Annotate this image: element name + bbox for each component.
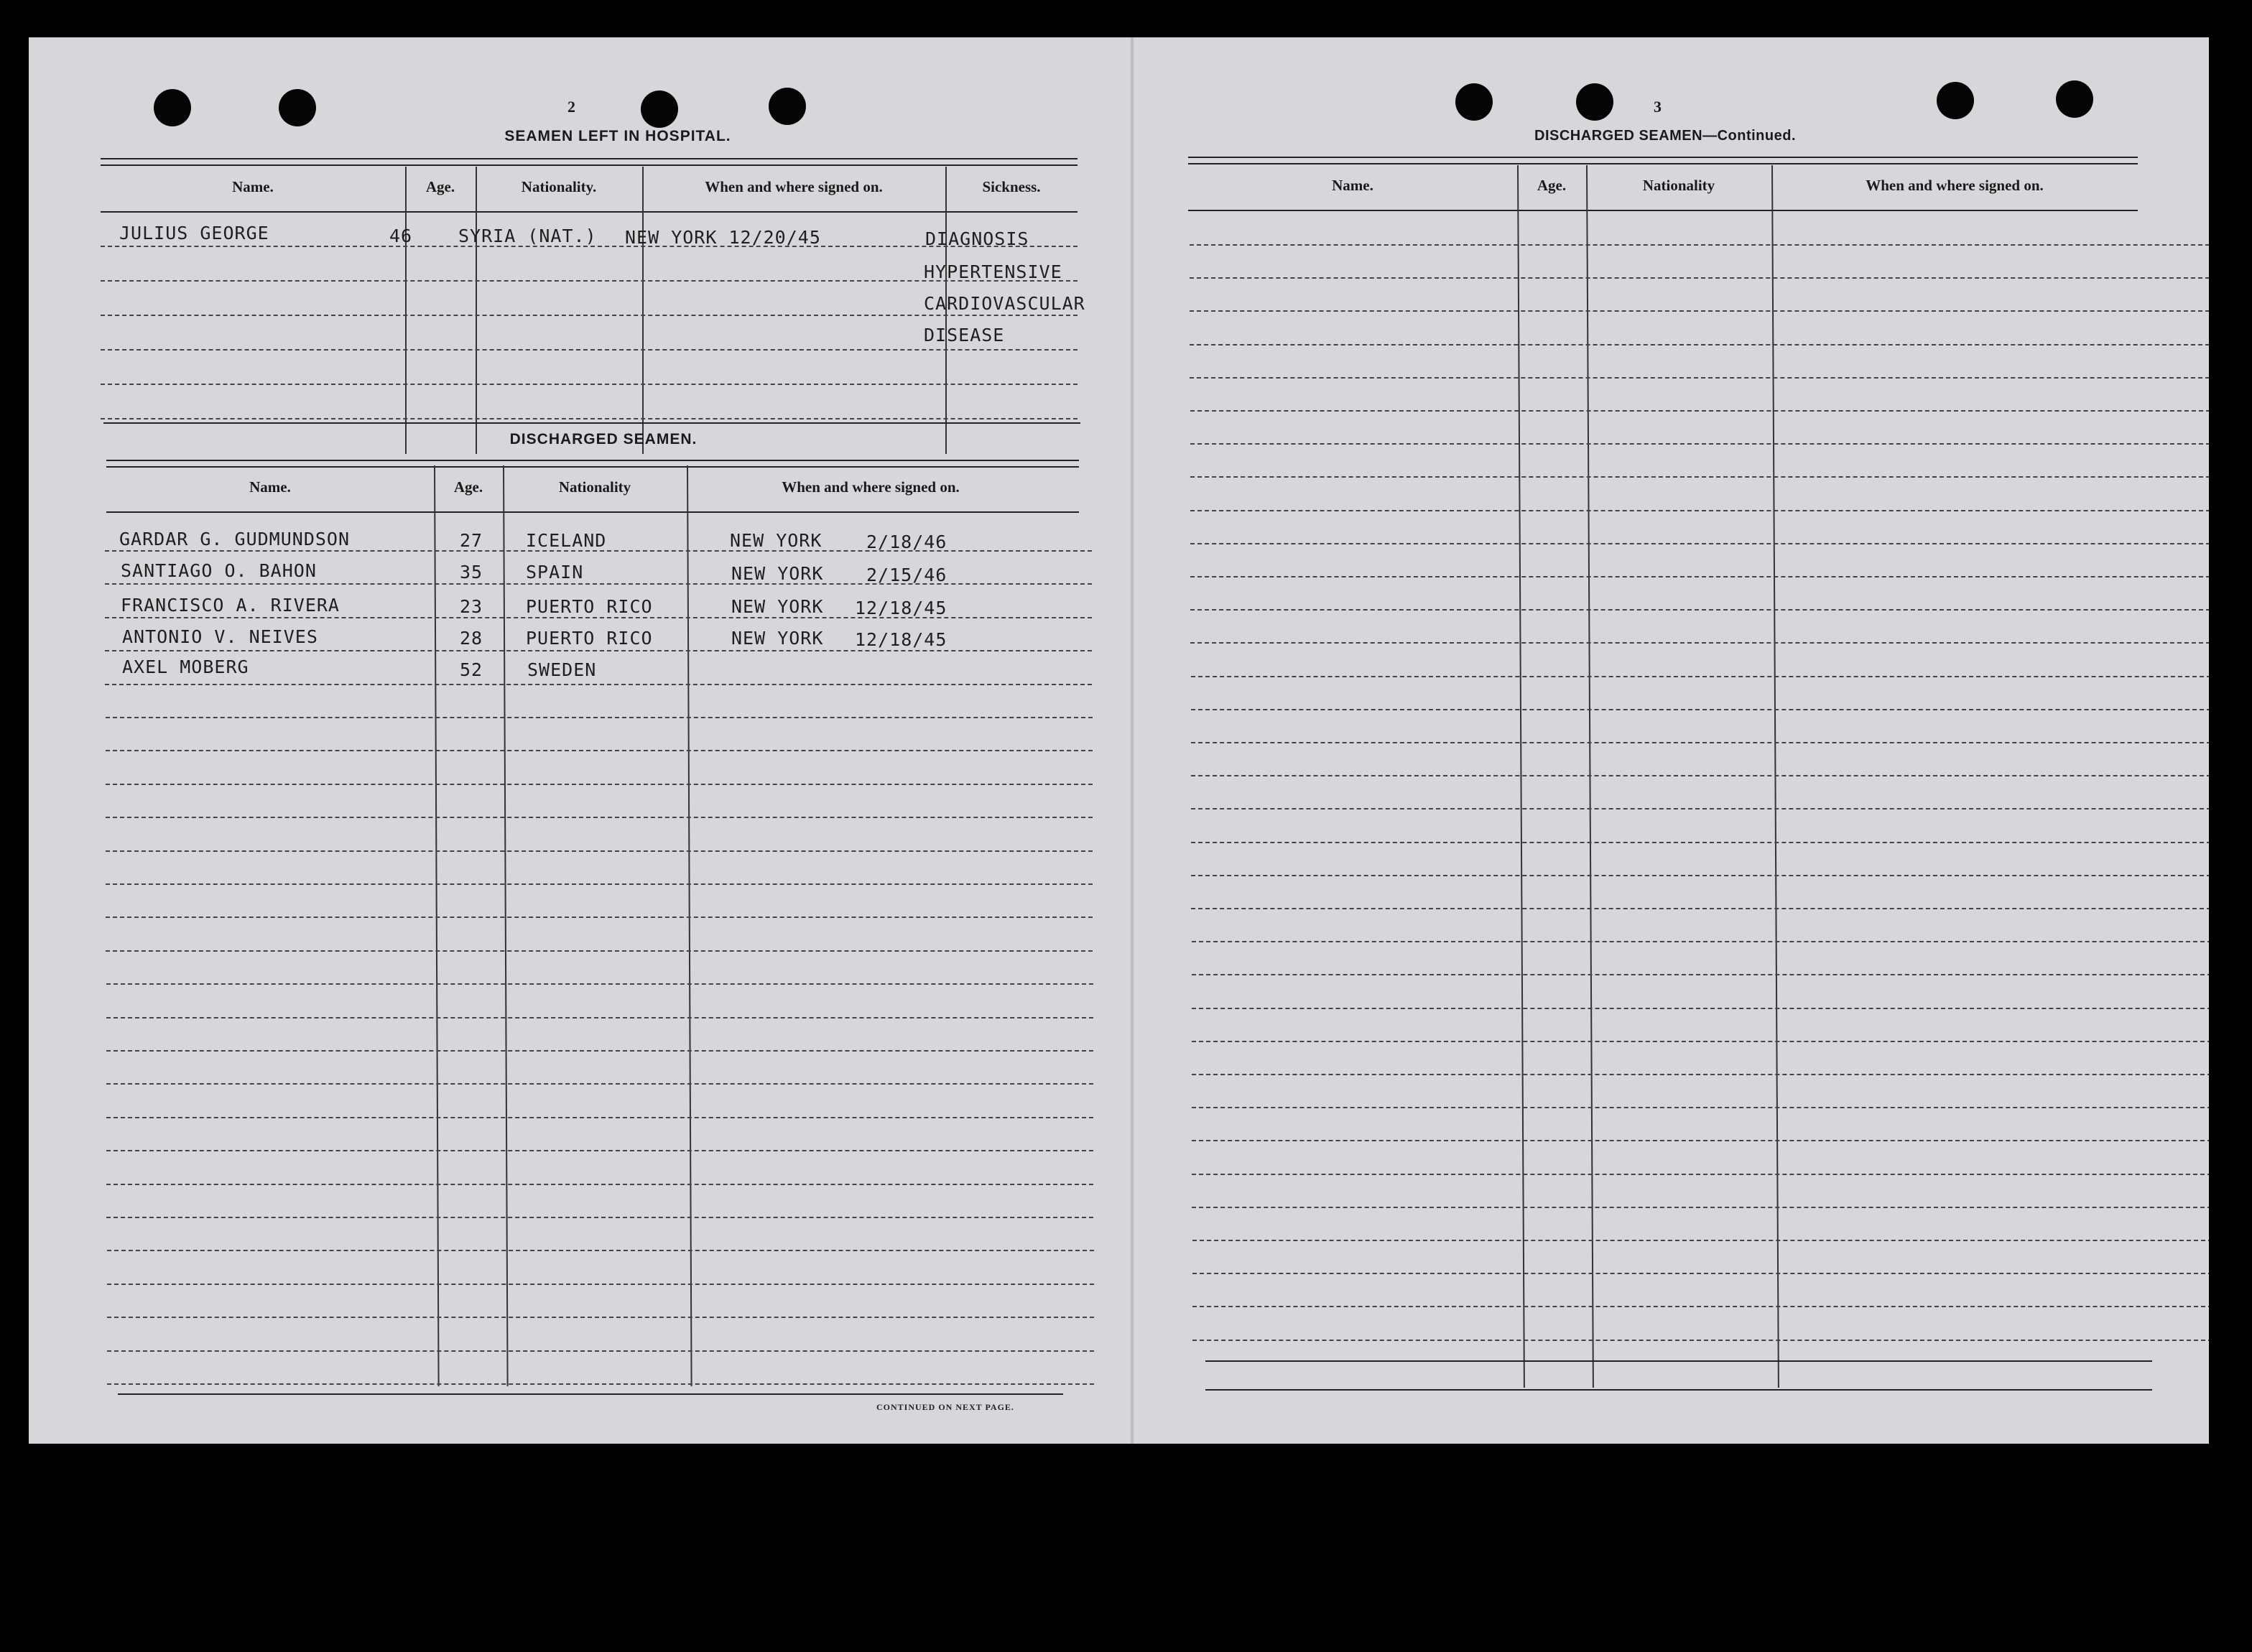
col-header-sickness: Sickness. bbox=[982, 178, 1041, 195]
ruled-line bbox=[106, 1150, 1093, 1151]
col-header-nationality: Nationality bbox=[558, 478, 631, 496]
ruled-line bbox=[106, 784, 1093, 785]
ruled-line bbox=[1191, 775, 2209, 776]
col-header-age: Age. bbox=[1537, 177, 1567, 194]
column-divider bbox=[434, 465, 440, 1386]
ruled-line bbox=[1190, 310, 2209, 312]
ruled-line bbox=[107, 1250, 1094, 1251]
col-header-age: Age. bbox=[425, 178, 455, 195]
ruled-line bbox=[106, 1184, 1093, 1185]
discharged-date: 12/18/45 bbox=[855, 629, 947, 650]
continued-footer: CONTINUED ON NEXT PAGE. bbox=[876, 1402, 1014, 1412]
ruled-line bbox=[1192, 941, 2209, 942]
ruled-line bbox=[1192, 974, 2209, 975]
ruled-line bbox=[106, 1050, 1093, 1052]
header-underline bbox=[1188, 210, 2138, 211]
punch-hole bbox=[641, 91, 678, 128]
column-divider bbox=[642, 167, 644, 454]
ruled-line bbox=[1192, 1273, 2209, 1274]
discharged-place: NEW YORK bbox=[731, 628, 824, 649]
hospital-sickness-line: HYPERTENSIVE bbox=[924, 261, 1062, 282]
col-header-signed-on: When and where signed on. bbox=[1866, 177, 2044, 194]
punch-hole bbox=[2056, 80, 2093, 118]
discharged-name: GARDAR G. GUDMUNDSON bbox=[119, 529, 351, 549]
discharged-age: 28 bbox=[460, 628, 483, 649]
ruled-line bbox=[1192, 1041, 2209, 1042]
ruled-line bbox=[1190, 543, 2209, 544]
col-header-name: Name. bbox=[249, 478, 291, 496]
ruled-line bbox=[106, 983, 1093, 985]
right-page bbox=[1134, 37, 2209, 1444]
column-divider bbox=[476, 167, 477, 454]
ruled-line bbox=[106, 917, 1093, 918]
discharged-nationality: SWEDEN bbox=[527, 659, 597, 680]
ruled-line bbox=[1192, 1107, 2209, 1108]
discharged-name: FRANCISCO A. RIVERA bbox=[121, 595, 340, 616]
discharged-name: AXEL MOBERG bbox=[122, 656, 249, 677]
ruled-line bbox=[1192, 1306, 2209, 1307]
ruled-line bbox=[107, 1284, 1094, 1285]
col-header-signed-on: When and where signed on. bbox=[782, 478, 960, 496]
ruled-line bbox=[106, 717, 1093, 718]
ruled-line bbox=[1191, 908, 2209, 909]
ruled-line bbox=[106, 1117, 1093, 1118]
ruled-line bbox=[1192, 1074, 2209, 1075]
ruled-line bbox=[1191, 808, 2209, 809]
ruled-line bbox=[107, 1383, 1094, 1385]
col-header-name: Name. bbox=[1332, 177, 1373, 194]
column-divider bbox=[687, 465, 692, 1386]
page-number: 2 bbox=[567, 98, 575, 116]
column-divider bbox=[503, 465, 509, 1386]
ruled-line bbox=[1192, 1008, 2209, 1009]
ruled-line bbox=[1190, 510, 2209, 511]
ruled-line bbox=[1190, 443, 2209, 445]
ruled-line bbox=[106, 750, 1093, 751]
ruled-line bbox=[1192, 1140, 2209, 1141]
ruled-line bbox=[106, 850, 1093, 852]
ruled-line bbox=[105, 650, 1092, 651]
bottom-rule bbox=[1205, 1389, 2152, 1391]
discharged-date: 2/15/46 bbox=[866, 565, 947, 585]
hospital-sickness-line: CARDIOVASCULAR bbox=[924, 293, 1085, 314]
ruled-line bbox=[1191, 875, 2209, 876]
ruled-line bbox=[1192, 1174, 2209, 1175]
ruled-line bbox=[1190, 410, 2209, 412]
ruled-line bbox=[101, 418, 1078, 419]
discharged-place: NEW YORK bbox=[731, 563, 824, 584]
ruled-line bbox=[1190, 377, 2209, 379]
ruled-line bbox=[101, 384, 1078, 385]
discharged-age: 52 bbox=[460, 659, 483, 680]
ruled-line bbox=[106, 817, 1093, 818]
discharged-date: 12/18/45 bbox=[855, 598, 947, 618]
discharged-nationality: PUERTO RICO bbox=[526, 628, 653, 649]
punch-hole bbox=[769, 88, 806, 125]
ruled-line bbox=[106, 1083, 1093, 1085]
header-rule bbox=[101, 158, 1078, 166]
discharged-place: NEW YORK bbox=[731, 596, 824, 617]
ruled-line bbox=[1190, 642, 2209, 644]
column-divider bbox=[405, 167, 407, 454]
ruled-line bbox=[1190, 476, 2209, 478]
discharged-age: 27 bbox=[460, 530, 483, 551]
punch-hole bbox=[154, 89, 191, 126]
col-header-age: Age. bbox=[453, 478, 483, 496]
left-page bbox=[29, 37, 1134, 1444]
ruled-line bbox=[1190, 277, 2209, 279]
discharged-date: 2/18/46 bbox=[866, 532, 947, 552]
ruled-line bbox=[1190, 609, 2209, 611]
page-number: 3 bbox=[1654, 98, 1662, 116]
ruled-line bbox=[107, 1350, 1094, 1352]
ruled-line bbox=[1192, 1340, 2209, 1341]
ruled-line bbox=[105, 684, 1092, 685]
ruled-line bbox=[101, 315, 1078, 316]
ruled-line bbox=[1190, 576, 2209, 577]
hospital-sickness-line: DIAGNOSIS bbox=[925, 228, 1029, 249]
discharged-section-title: DISCHARGED SEAMEN. bbox=[509, 431, 698, 447]
hospital-signed-on: NEW YORK 12/20/45 bbox=[625, 227, 821, 248]
hospital-name: JULIUS GEORGE bbox=[119, 223, 269, 243]
discharged-continued-title: DISCHARGED SEAMEN—Continued. bbox=[1534, 128, 1796, 144]
punch-hole bbox=[279, 89, 316, 126]
bottom-rule bbox=[1205, 1360, 2152, 1362]
header-rule bbox=[1188, 157, 2138, 164]
hospital-sickness-line: DISEASE bbox=[924, 325, 1005, 345]
punch-hole bbox=[1937, 82, 1974, 119]
ruled-line bbox=[107, 1317, 1094, 1318]
ruled-line bbox=[1190, 344, 2209, 345]
header-rule bbox=[106, 460, 1079, 468]
header-underline bbox=[101, 211, 1078, 213]
ruled-line bbox=[106, 1217, 1093, 1218]
ruled-line bbox=[1191, 676, 2209, 677]
header-underline bbox=[106, 511, 1079, 513]
discharged-age: 35 bbox=[460, 562, 483, 583]
discharged-nationality: SPAIN bbox=[526, 562, 584, 583]
hospital-age: 46 bbox=[389, 226, 413, 246]
ruled-line bbox=[1192, 1207, 2209, 1208]
discharged-nationality: ICELAND bbox=[526, 530, 607, 551]
punch-hole bbox=[1455, 83, 1493, 121]
ruled-line bbox=[1191, 709, 2209, 710]
ruled-line bbox=[1192, 1240, 2209, 1241]
punch-hole bbox=[1576, 83, 1613, 121]
col-header-signed-on: When and where signed on. bbox=[705, 178, 883, 195]
hospital-nationality: SYRIA (NAT.) bbox=[458, 226, 597, 246]
col-header-nationality: Nationality. bbox=[521, 178, 597, 195]
discharged-name: SANTIAGO O. BAHON bbox=[121, 560, 317, 581]
discharged-age: 23 bbox=[460, 596, 483, 617]
ruled-line bbox=[1190, 244, 2209, 246]
discharged-name: ANTONIO V. NEIVES bbox=[122, 626, 318, 647]
ruled-line bbox=[101, 349, 1078, 351]
section-rule bbox=[103, 422, 1080, 424]
bottom-rule bbox=[118, 1393, 1063, 1395]
discharged-nationality: PUERTO RICO bbox=[526, 596, 653, 617]
ruled-line bbox=[106, 1017, 1093, 1018]
ruled-line bbox=[1191, 842, 2209, 843]
hospital-section-title: SEAMEN LEFT IN HOSPITAL. bbox=[504, 128, 731, 144]
ruled-line bbox=[106, 950, 1093, 952]
ruled-line bbox=[106, 883, 1093, 885]
col-header-name: Name. bbox=[232, 178, 274, 195]
discharged-place: NEW YORK bbox=[730, 530, 823, 551]
ruled-line bbox=[1191, 742, 2209, 743]
col-header-nationality: Nationality bbox=[1642, 177, 1715, 194]
